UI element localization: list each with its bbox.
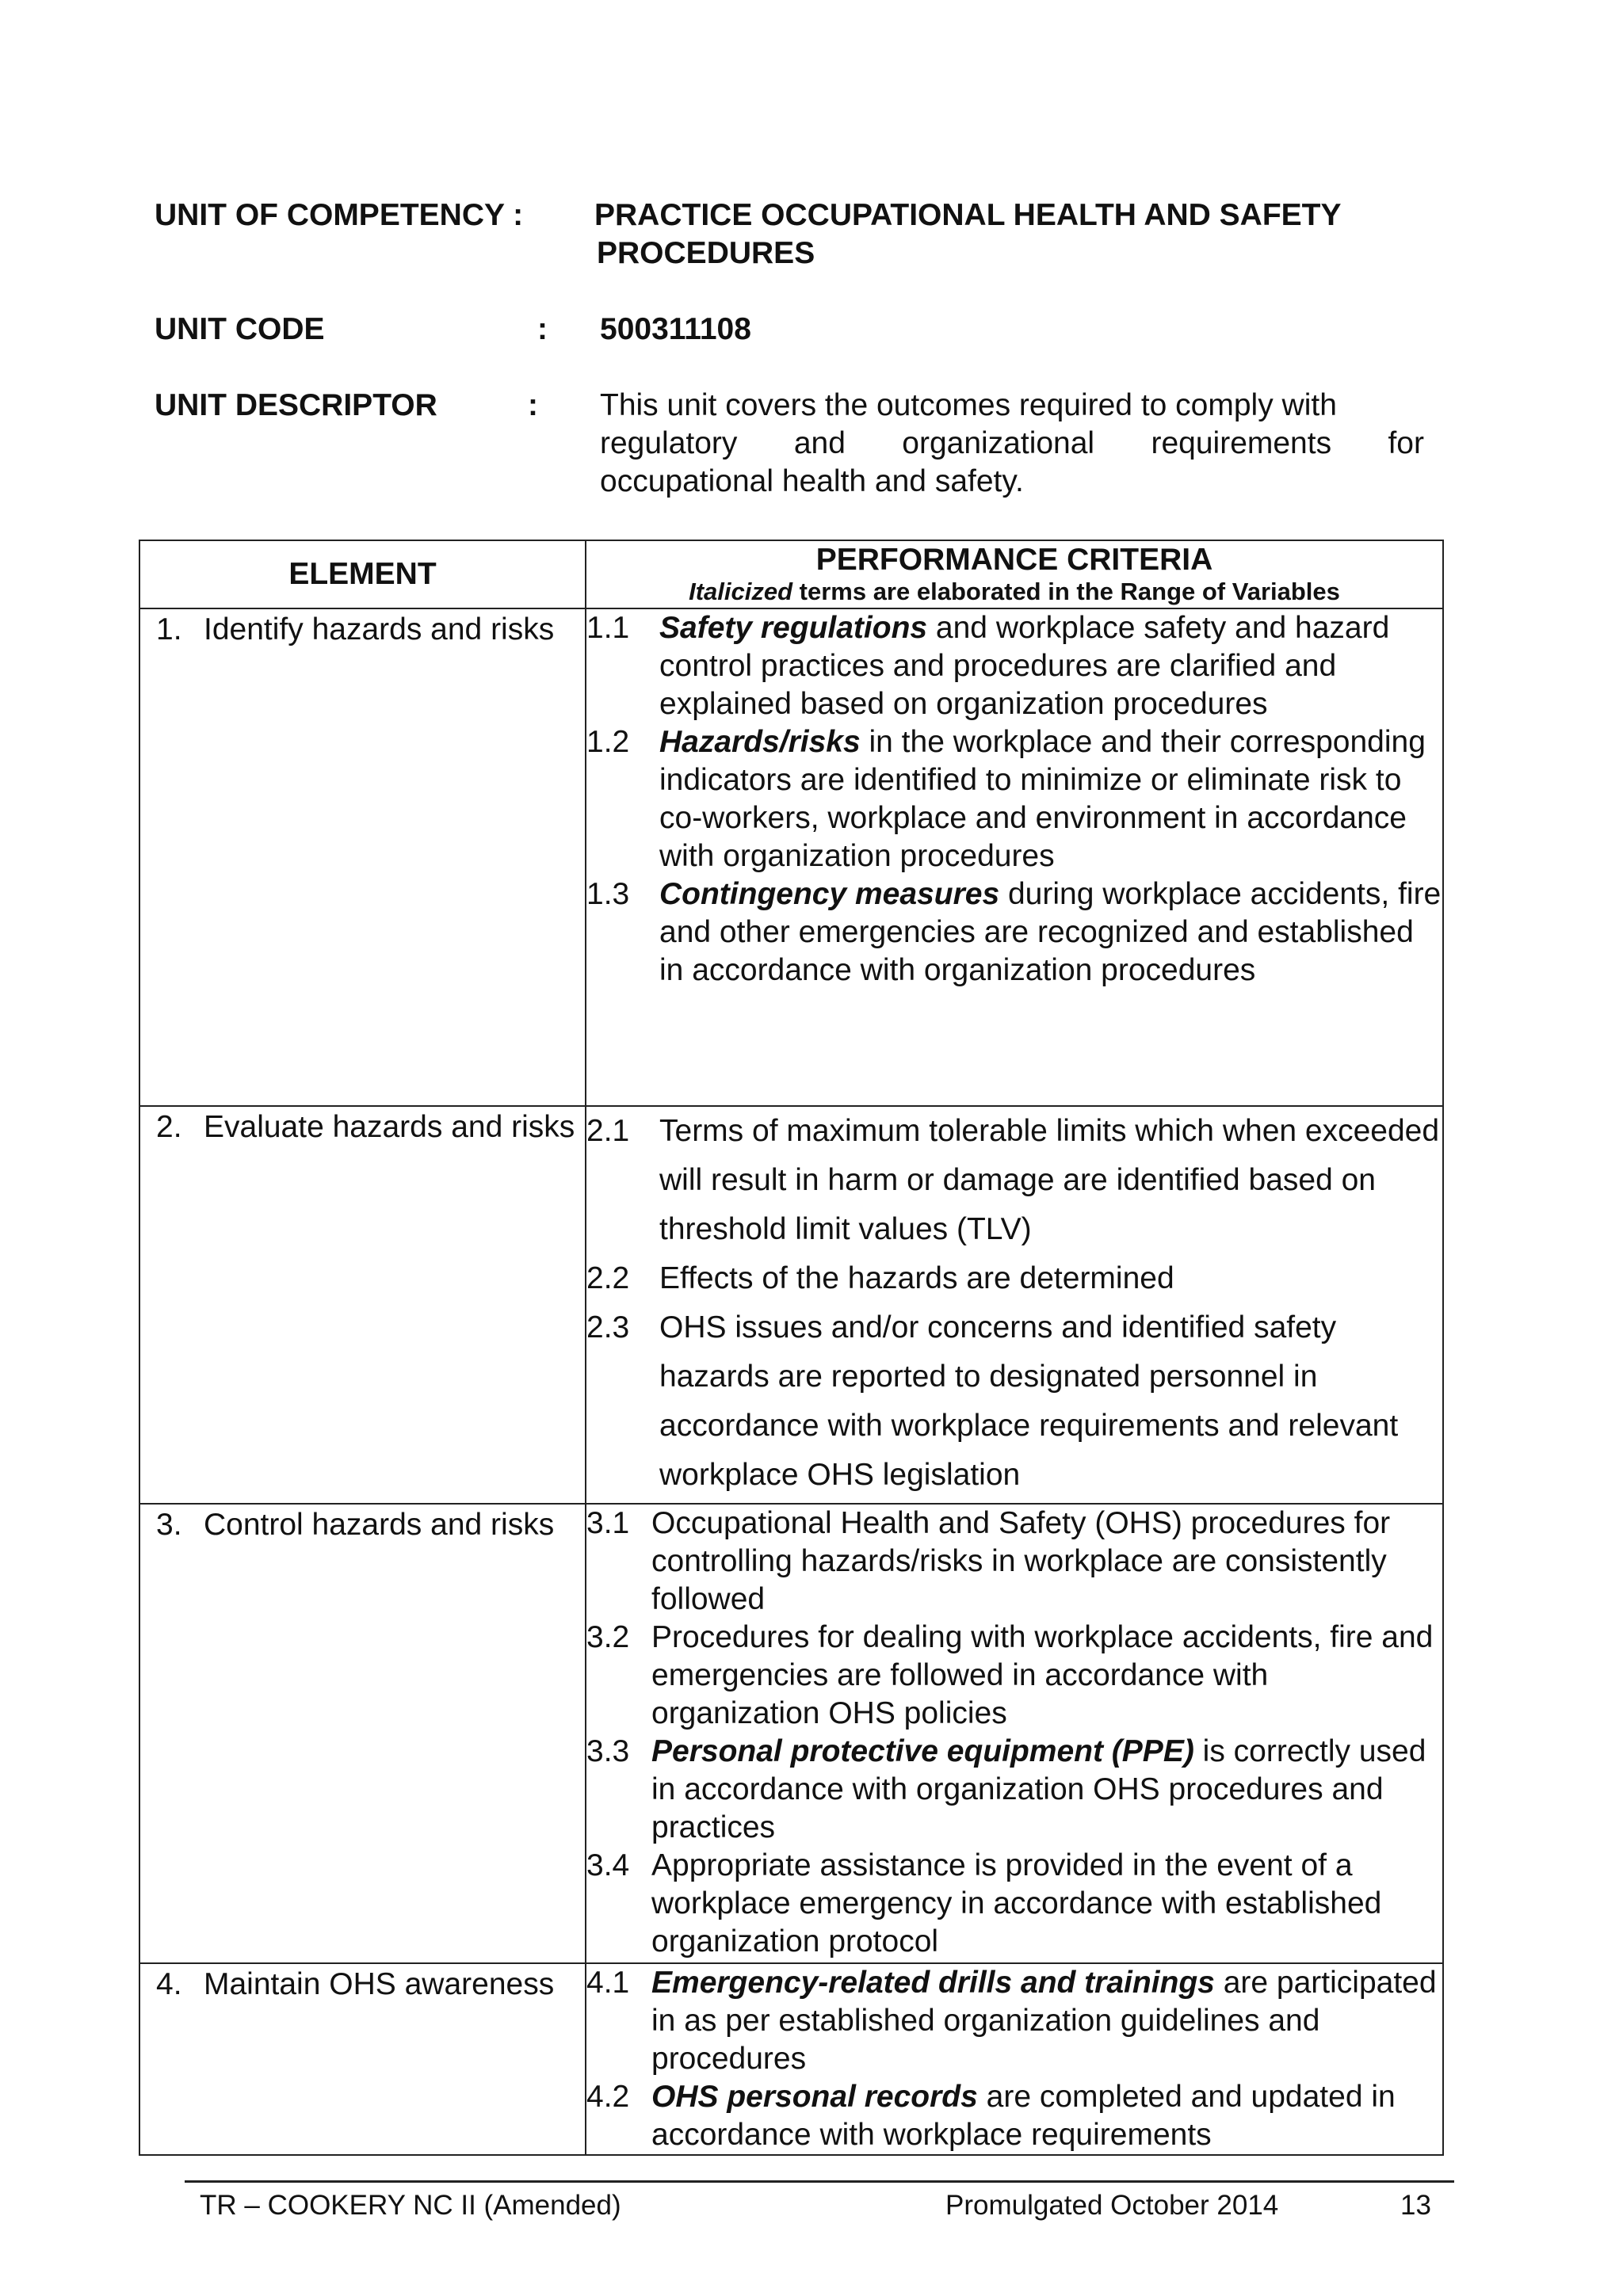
- criterion-text: [651, 1964, 1442, 2078]
- element-cell: [139, 1106, 586, 1504]
- criterion-number: 3.2: [586, 1620, 630, 1654]
- criterion-body: OHS issues and/or concerns and identified safety hazards are reported to designated personnel in accordance with workplace requirements and relevant workplace OHS legislation: [659, 1310, 1399, 1492]
- table-row: [139, 608, 1443, 1106]
- criterion-body: in the workplace and their corresponding indicators are identified to minimize or eliminate risk to co-workers, workplace and environment in accordance with organization procedures: [659, 725, 1426, 873]
- criterion-number: 2.3: [586, 1310, 630, 1344]
- criterion-body: Occupational Health and Safety (OHS) procedures for controlling hazards/risks in workplace are consistently followed: [651, 1506, 1391, 1616]
- element-header: ELEMENT: [139, 540, 586, 608]
- descriptor-word: and: [793, 426, 846, 460]
- element-text: Maintain OHS awareness: [204, 1967, 555, 2001]
- criterion-term: Contingency measures: [659, 877, 1000, 911]
- criterion-body: Effects of the hazards are determined: [659, 1261, 1174, 1295]
- criterion-term: Safety regulations: [659, 611, 928, 645]
- performance-criteria-header: [586, 540, 1443, 608]
- criterion-number: 3.3: [586, 1734, 630, 1768]
- unit-descriptor-line2: [600, 425, 1424, 463]
- criterion-term: OHS personal records: [651, 2080, 978, 2114]
- criterion: [586, 723, 1442, 875]
- unit-code-value: 500311108: [600, 312, 751, 346]
- table-row: [139, 1963, 1443, 2155]
- criterion-body: during workplace accidents, fire and other emergencies are recognized and established in accordance with organization procedures: [659, 877, 1442, 987]
- criterion-body: Terms of maximum tolerable limits which when exceeded will result in harm or damage are identified based on threshold limit values (TLV): [659, 1114, 1440, 1246]
- criteria-cell: [586, 608, 1443, 1106]
- criterion-number: 4.1: [586, 1966, 630, 2000]
- element-cell: [139, 1963, 586, 2155]
- unit-descriptor-line1: This unit covers the outcomes required to comply with: [600, 388, 1337, 422]
- unit-descriptor-colon: :: [528, 388, 538, 422]
- criterion-body: and workplace safety and hazard control practices and procedures are clarified and explained based on organization procedures: [659, 611, 1390, 721]
- criterion-text: [651, 2078, 1442, 2154]
- criterion-body: Procedures for dealing with workplace accidents, fire and emergencies are followed in accordance with organization OHS policies: [651, 1620, 1434, 1730]
- note-italic-term: Italicized: [689, 578, 793, 605]
- criterion: [586, 1505, 1442, 1619]
- element-number: 3.: [156, 1508, 182, 1542]
- element-text: Evaluate hazards and risks: [204, 1110, 575, 1144]
- footer-promulgation-date: Promulgated October 2014: [945, 2190, 1279, 2221]
- criterion-number: 4.2: [586, 2080, 630, 2114]
- criterion-term: Emergency-related drills and trainings: [651, 1966, 1215, 2000]
- criterion: [586, 1733, 1442, 1847]
- criterion-body: Appropriate assistance is provided in the event of a workplace emergency in accordance with established organization protocol: [651, 1848, 1382, 1958]
- table-row: [139, 1106, 1443, 1504]
- criterion: [586, 2078, 1442, 2154]
- table-row: [139, 1504, 1443, 1963]
- descriptor-word: regulatory: [600, 426, 738, 460]
- criterion: [586, 609, 1442, 723]
- criterion: [586, 875, 1442, 990]
- element-number: 4.: [156, 1967, 182, 2001]
- criterion-body: are participated in as per established organization guidelines and procedures: [651, 1966, 1437, 2076]
- criterion-number: 1.2: [586, 725, 630, 759]
- criterion-body: are completed and updated in accordance with workplace requirements: [651, 2080, 1396, 2152]
- criterion-term: Hazards/risks: [659, 725, 861, 759]
- criterion-number: 3.4: [586, 1848, 630, 1882]
- criterion-text: [651, 1733, 1442, 1847]
- criteria-cell: [586, 1963, 1443, 2155]
- unit-of-competency-value-line2: PROCEDURES: [597, 236, 815, 270]
- element-text: Identify hazards and risks: [204, 612, 555, 646]
- criterion-text: [659, 875, 1442, 990]
- descriptor-word: requirements: [1151, 426, 1332, 460]
- unit-code-colon: :: [537, 312, 548, 346]
- unit-descriptor-label: UNIT DESCRIPTOR: [155, 388, 437, 422]
- criterion: [586, 1964, 1442, 2078]
- criteria-cell: [586, 1504, 1443, 1963]
- descriptor-word: for: [1388, 426, 1424, 460]
- performance-criteria-title: PERFORMANCE CRITERIA: [815, 543, 1213, 577]
- descriptor-word: organizational: [902, 426, 1095, 460]
- element-number: 2.: [156, 1110, 182, 1144]
- criterion-number: 1.1: [586, 611, 630, 645]
- note-rest: terms are elaborated in the Range of Variables: [792, 578, 1340, 605]
- criterion-number: 2.1: [586, 1114, 630, 1148]
- table-header-row: [139, 540, 1443, 608]
- footer-page-number: 13: [1400, 2190, 1431, 2221]
- competency-table: [139, 540, 1444, 2156]
- criterion-text: [659, 609, 1442, 723]
- criterion-number: 1.3: [586, 877, 630, 911]
- performance-criteria-note: [586, 578, 1442, 606]
- unit-code-label: UNIT CODE: [155, 312, 325, 346]
- criterion-number: 3.1: [586, 1506, 630, 1540]
- criterion: [586, 1254, 1442, 1303]
- criterion: [586, 1107, 1442, 1254]
- criterion-term: Personal protective equipment (PPE): [651, 1734, 1194, 1768]
- criterion-body: is correctly used in accordance with organization OHS procedures and practices: [651, 1734, 1426, 1844]
- criterion-text: [659, 723, 1442, 875]
- element-text: Control hazards and risks: [204, 1508, 555, 1542]
- unit-of-competency-value-line1: PRACTICE OCCUPATIONAL HEALTH AND SAFETY: [594, 198, 1342, 232]
- criterion: [586, 1303, 1442, 1500]
- element-cell: [139, 1504, 586, 1963]
- criteria-cell: [586, 1106, 1443, 1504]
- unit-descriptor-line3: occupational health and safety.: [600, 464, 1024, 498]
- element-number: 1.: [156, 612, 182, 646]
- footer-document-title: TR – COOKERY NC II (Amended): [200, 2190, 621, 2221]
- element-cell: [139, 608, 586, 1106]
- criterion-number: 2.2: [586, 1261, 630, 1295]
- criterion: [586, 1847, 1442, 1961]
- footer-divider: [185, 2180, 1454, 2183]
- unit-of-competency-label: UNIT OF COMPETENCY :: [155, 198, 524, 232]
- criterion: [586, 1619, 1442, 1733]
